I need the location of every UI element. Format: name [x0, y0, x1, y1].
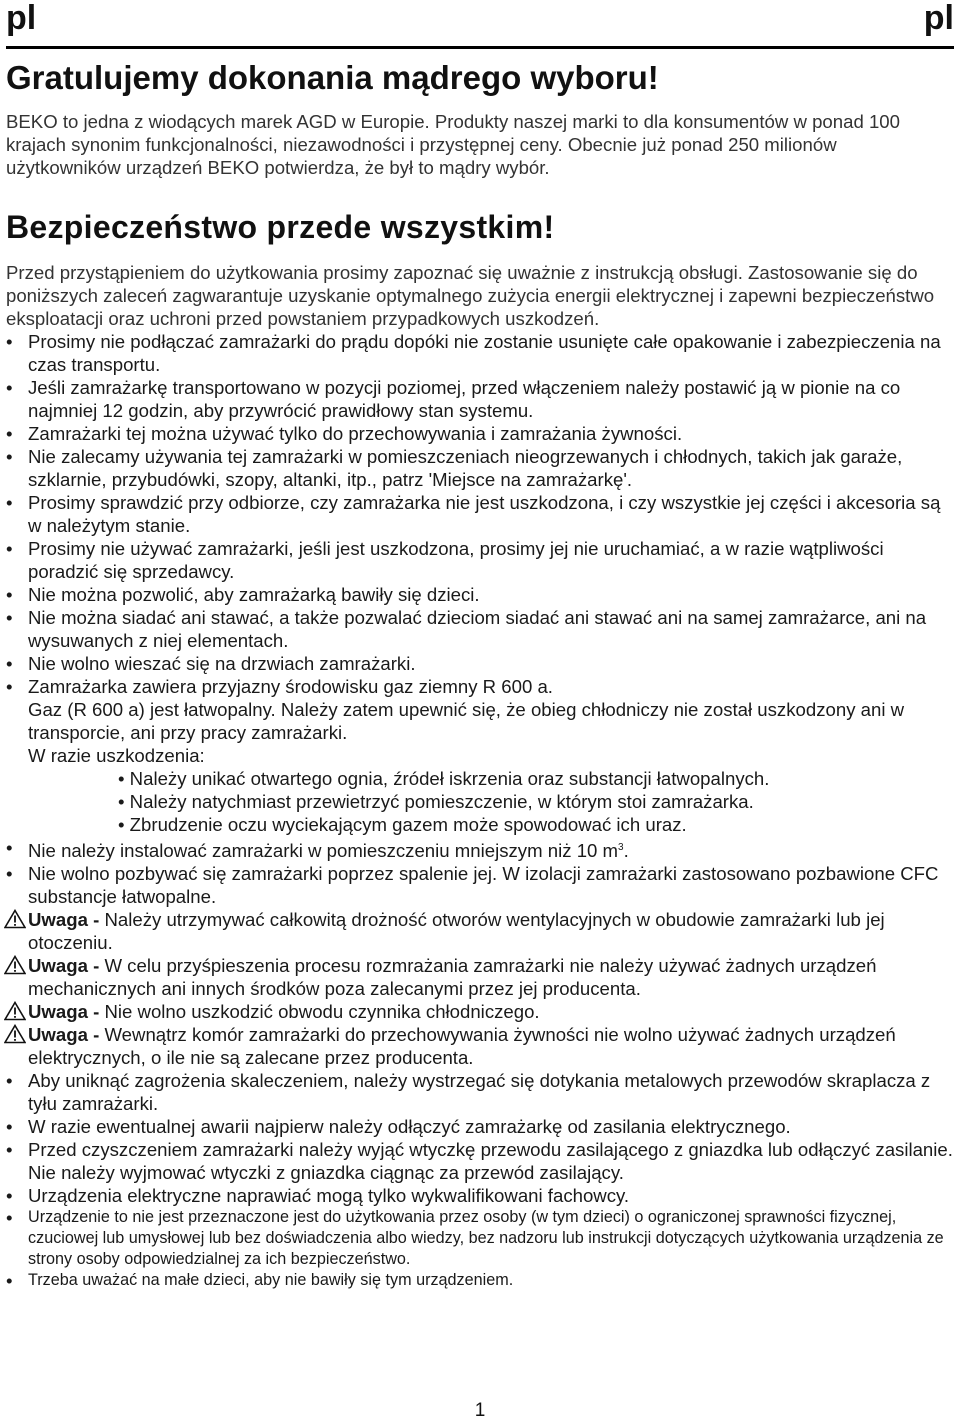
bullet: • — [6, 538, 13, 559]
bullet: • — [6, 492, 13, 513]
bullet: • — [6, 863, 13, 885]
list-item: • Zamrażarki tej można używać tylko do przechowywania i zamrażania żywności. — [6, 423, 683, 444]
gas-list — [6, 675, 956, 862]
safety-list — [6, 330, 956, 675]
warning-triangle-icon — [4, 909, 26, 929]
list-item: • Urządzenia elektryczne naprawiać mogą tylko wykwalifikowani fachowcy. — [6, 1185, 630, 1207]
list-item: • Nie można siadać ani stawać, a także pozwalać dzieciom siadać ani stawać ani na samej zamrażarce, ani na wysuwanych z niej elementach. — [6, 607, 927, 651]
list-item: • Prosimy sprawdzić przy odbiorze, czy zamrażarka nie jest uszkodzona, i czy wszystkie jej części i akcesoria są w należytym stanie. — [6, 492, 941, 536]
list-item: • Przed czyszczeniem zamrażarki należy wyjąć wtyczkę przewodu zasilającego z gniazdka lub odłączyć zasilanie. Nie należy wyjmować wtyczki z gniazdka ciągnąc za przewód zasilający. — [6, 1139, 953, 1184]
gas-line-2: Gaz (R 600 a) jest łatwopalny. Należy zatem upewnić się, że obieg chłodniczy nie został uszkodzony ani w transporcie, ani przy pracy zamrażarki. — [28, 699, 905, 743]
sublist-item: • Zbrudzenie oczu wyciekającym gazem może spowodować ich uraz. — [118, 814, 687, 835]
list-item: • Nie wolno wieszać się na drzwiach zamrażarki. — [6, 653, 416, 674]
warning-triangle-icon — [4, 955, 26, 975]
gas-line-3: W razie uszkodzenia: — [28, 745, 205, 766]
list-item: • Prosimy nie używać zamrażarki, jeśli jest uszkodzona, prosimy jej nie uruchamiać, a w razie wątpliwości poradzić się sprzedawcy. — [6, 538, 884, 582]
warning-label: Uwaga - — [28, 1001, 100, 1023]
bullet: • — [6, 377, 13, 398]
list-item: • Trzeba uważać na małe dzieci, aby nie bawiły się tym urządzeniem. — [6, 1270, 514, 1292]
bullet: • — [6, 837, 13, 858]
language-code-right: pl — [923, 0, 954, 37]
sublist-item: • Należy unikać otwartego ognia, źródeł iskrzenia oraz substancji łatwopalnych. — [118, 768, 770, 789]
warning-triangle-icon — [4, 1001, 26, 1021]
document-body — [6, 58, 956, 1291]
warning-item: Uwaga - Należy utrzymywać całkowitą drożność otworów wentylacyjnych w obudowie zamrażarki lub jej otoczeniu. — [6, 908, 956, 954]
bullet: • — [6, 653, 13, 674]
bullet: • — [6, 1139, 13, 1161]
page-number: 1 — [474, 1400, 486, 1421]
warning-item: Uwaga - Wewnątrz komór zamrażarki do przechowywania żywności nie wolno używać żadnych urządzeń elektrycznych, o ile nie są zalecane przez producenta. — [6, 1023, 956, 1069]
list-item: • Nie wolno pozbywać się zamrażarki poprzez spalenie jej. W izolacji zamrażarki zastosowano pozbawione CFC substancje łatwopalne. — [6, 863, 939, 908]
bullet: • — [6, 446, 13, 467]
warning-item: Uwaga - Nie wolno uszkodzić obwodu czynnika chłodniczego. — [6, 1000, 956, 1023]
warning-item: Uwaga - W celu przyśpieszenia procesu rozmrażania zamrażarki nie należy używać żadnych urządzeń mechanicznych ani innych środków poza zalecanymi przez jej producenta. — [6, 954, 956, 1000]
page-header — [6, 0, 954, 49]
bullet: • — [6, 1116, 13, 1138]
list-item: • Aby uniknąć zagrożenia skaleczeniem, należy wystrzegać się dotykania metalowych przewodów skraplacza z tyłu zamrażarki. — [6, 1070, 931, 1115]
bullet: • — [6, 423, 13, 444]
page-title: Gratulujemy dokonania mądrego wyboru! — [6, 59, 659, 96]
list-item: • W razie ewentualnej awarii najpierw należy odłączyć zamrażarkę od zasilania elektrycznego. — [6, 1116, 791, 1138]
list-item-room-size: • Nie należy instalować zamrażarki w pomieszczeniu mniejszym niż 10 $m^3$. — [6, 837, 629, 862]
list-item: • Nie można pozwolić, aby zamrażarką bawiły się dzieci. — [6, 584, 480, 605]
list-item: • Urządzenie to nie jest przeznaczone jest do użytkowania przez osoby (w tym dzieci) o ograniczonej sprawności fizycznej, czuciowej lub umysłowej lub bez doświadczenia albo wiedzy, bez nadzoru lub instrukcji dotyczących użytkowania urządzenia ze strony osoby odpowiedzialnej za ich bezpieczeństwo. — [6, 1207, 944, 1269]
bullet: • — [6, 676, 13, 697]
bullet: • — [6, 1185, 13, 1207]
list-item: • Jeśli zamrażarkę transportowano w pozycji poziomej, przed włączeniem należy postawić ją w pionie na co najmniej 12 godzin, aby przywrócić prawidłowy stan systemu. — [6, 377, 901, 421]
warning-label: Uwaga - — [28, 909, 100, 931]
gas-line-1: Zamrażarka zawiera przyjazny środowisku gaz ziemny R 600 a. — [28, 676, 553, 697]
bullet: • — [6, 331, 13, 352]
warnings-list — [6, 862, 956, 1291]
bullet: • — [6, 1070, 13, 1092]
bullet: • — [6, 584, 13, 605]
list-item: • Prosimy nie podłączać zamrażarki do prądu dopóki nie zostanie usunięte całe opakowanie i zabezpieczenia na czas transportu. — [6, 331, 941, 375]
intro-paragraph: BEKO to jedna z wiodących marek AGD w Europie. Produkty naszej marki to dla konsumentów w ponad 100 krajach synonim funkcjonalności, niezawodności i przystępnej ceny. Obecnie już ponad 250 milionów użytkowników urządzeń BEKO potwierdza, że był to mądry wybór. — [6, 111, 900, 178]
sublist-item: • Należy natychmiast przewietrzyć pomieszczenie, w którym stoi zamrażarka. — [118, 791, 754, 812]
bullet: • — [6, 1270, 13, 1292]
warning-label: Uwaga - — [28, 955, 100, 977]
bullet: • — [6, 607, 13, 628]
list-item: • Nie zalecamy używania tej zamrażarki w pomieszczeniach nieogrzewanych i chłodnych, takich jak garaże, szklarnie, przybudówki, szopy, altanki, itp., patrz 'Miejsce na zamrażarkę'. — [6, 446, 903, 490]
damage-sublist — [28, 767, 956, 836]
language-code-left: pl — [6, 0, 37, 37]
safety-intro-paragraph: Przed przystąpieniem do użytkowania prosimy zapoznać się uważnie z instrukcją obsługi. Zastosowanie się do poniższych zaleceń zagwarantuje uzyskanie optymalnego zużycia energii elektrycznej i zapewni bezpieczeństwo eksploatacji oraz uchroni przed powstaniem przypadkowych uszkodzeń. — [6, 262, 935, 329]
bullet: • — [6, 1207, 13, 1229]
warning-label: Uwaga - — [28, 1024, 100, 1046]
list-item-gas — [6, 675, 956, 836]
warning-triangle-icon — [4, 1024, 26, 1044]
safety-heading: Bezpieczeństwo przede wszystkim! — [6, 209, 555, 245]
